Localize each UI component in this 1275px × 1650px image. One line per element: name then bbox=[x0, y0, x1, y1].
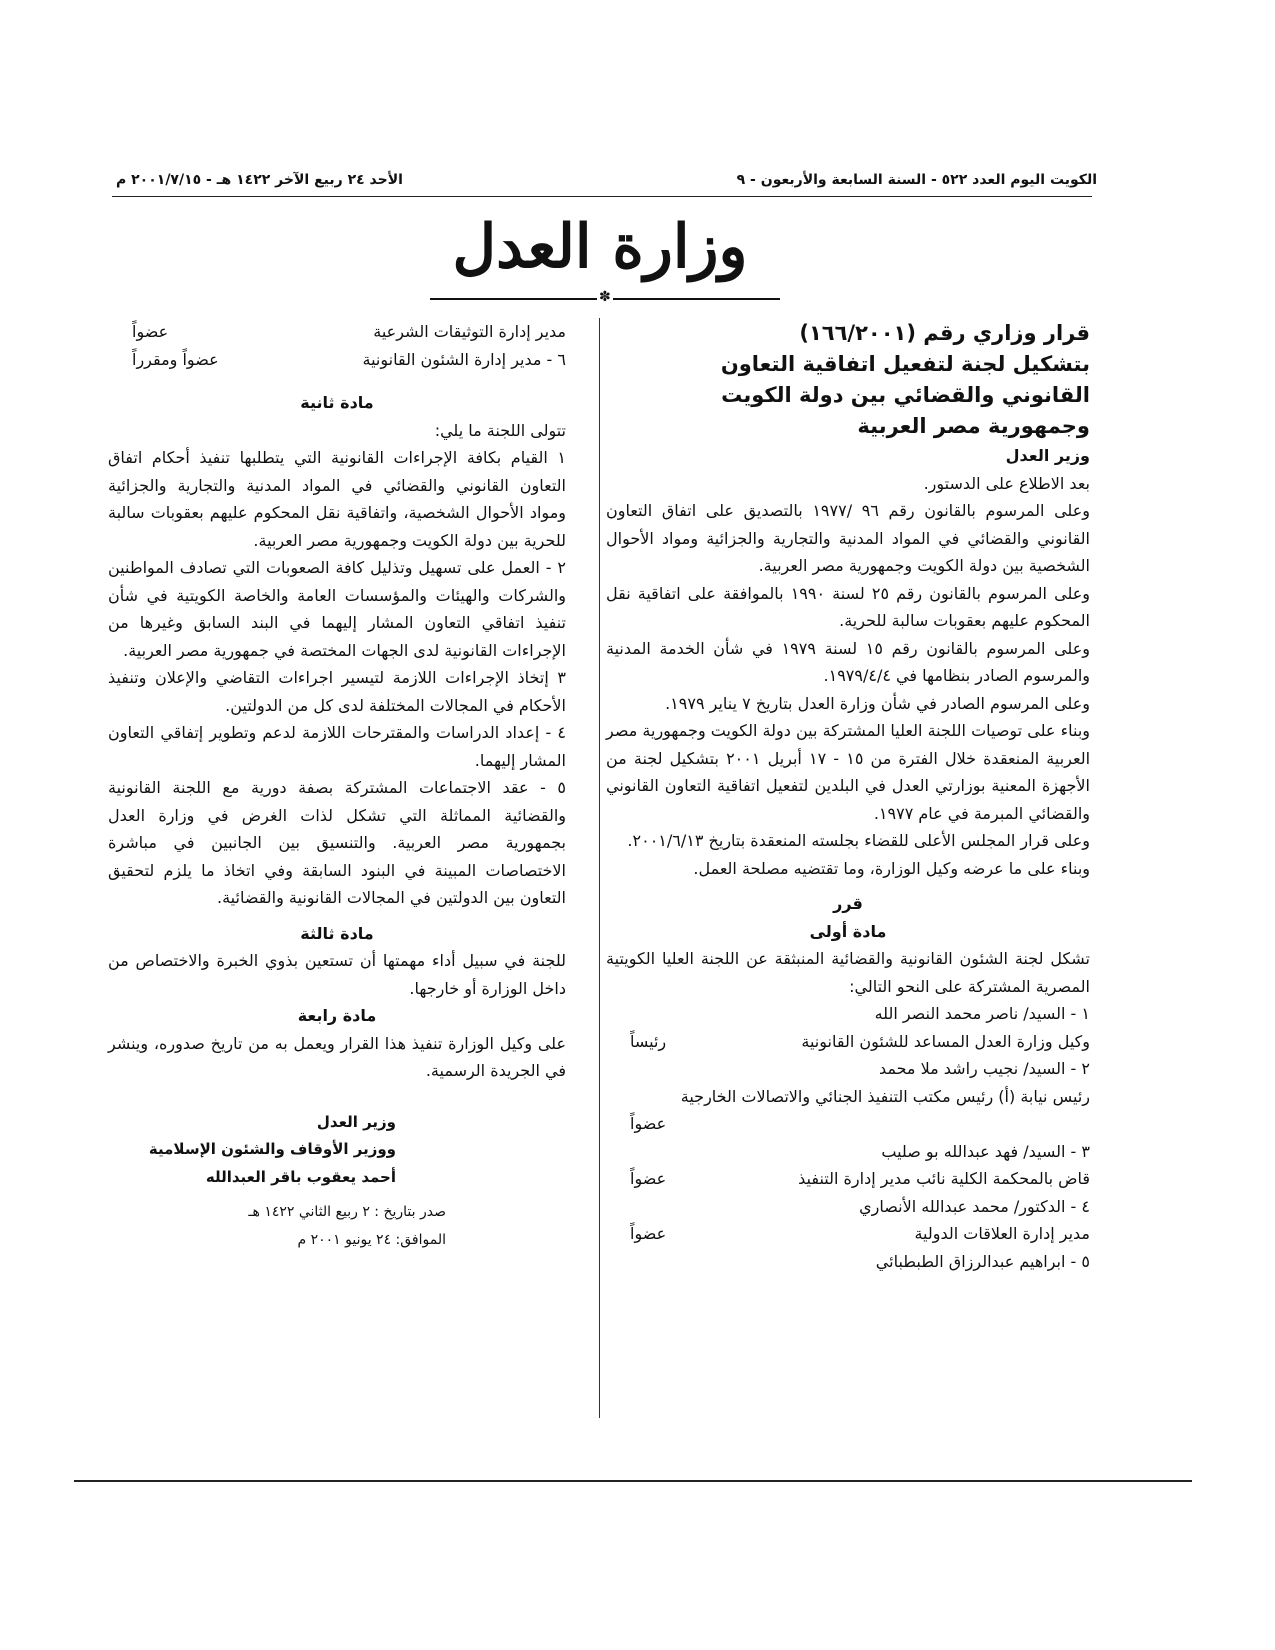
article2-intro: تتولى اللجنة ما يلي: bbox=[434, 420, 566, 440]
preamble-paragraph: وبناء على توصيات اللجنة العليا المشتركة بين دولة الكويت وجمهورية مصر العربية المنعقدة خلال الفترة من ١٥ - ١٧ أبريل ٢٠٠١ بتشكيل لجنة من الأجهزة المعنية بوزارتي العدل في البلدين لتفعيل اتفاقية التعاون القانوني والقضائي المبرمة في عام ١٩٧٧. bbox=[606, 721, 1091, 823]
article2-item: ١ القيام بكافة الإجراءات القانونية التي يتطلبها تنفيذ أحكام اتفاق التعاون القانوني والقضائي في المواد المدنية والتجارية والجزائية ومواد الأحوال الشخصية، واتفاقية نقل المحكوم عليهم بعقوبات سالبة للحرية بين دولة الكويت وجمهورية مصر العربية. bbox=[108, 448, 566, 550]
member-position-row bbox=[108, 346, 566, 374]
signature-name: أحمد يعقوب باقر العبدالله bbox=[205, 1167, 396, 1186]
member-name: ٢ - السيد/ نجيب راشد ملا محمد bbox=[878, 1059, 1090, 1078]
member-position: رئيس نيابة (أ) رئيس مكتب التنفيذ الجنائي والاتصالات الخارجية bbox=[680, 1086, 1090, 1106]
issue-date-gregorian: الموافق: ٢٤ يونيو ٢٠٠١ م bbox=[297, 1231, 446, 1248]
left-column bbox=[108, 318, 566, 1254]
decided-heading: قرر bbox=[833, 894, 863, 913]
preamble-paragraph: وعلى المرسوم بالقانون رقم ١٥ لسنة ١٩٧٩ في شأن الخدمة المدنية والمرسوم الصادر بنظامها في ١٩٧٩/٤/٤. bbox=[606, 638, 1090, 685]
decree-title-line: وجمهورية مصر العربية bbox=[857, 414, 1090, 438]
decree-title-line: بتشكيل لجنة لتفعيل اتفاقية التعاون bbox=[720, 352, 1090, 376]
member-name: ٣ - السيد/ فهد عبدالله بو صليب bbox=[881, 1141, 1090, 1161]
ornament-icon: ✽ bbox=[599, 289, 611, 305]
article2-item: ٢ - العمل على تسهيل وتذليل كافة الصعوبات التي تصادف المواطنين والشركات والهيئات والمؤسسات العامة والخاصة الكويتية في شأن تنفيذ اتفاقي التعاون المشار إليهما في البند السابق وغيرها من الإجراءات القانونية لدى الجهات المختصة في جمهورية مصر العربية. bbox=[108, 558, 566, 660]
member-position: وكيل وزارة العدل المساعد للشئون القانونية bbox=[801, 1031, 1090, 1051]
preamble-paragraph: وعلى المرسوم الصادر في شأن وزارة العدل بتاريخ ٧ يناير ١٩٧٩. bbox=[665, 693, 1090, 713]
member-name: ٦ - مدير إدارة الشئون القانونية bbox=[362, 349, 566, 369]
footer-rule bbox=[74, 1480, 1192, 1482]
member-name: ١ - السيد/ ناصر محمد النصر الله bbox=[874, 1004, 1090, 1023]
member-role: عضواً bbox=[630, 1169, 667, 1188]
member-position-row bbox=[606, 1220, 1090, 1248]
member-position: مدير إدارة العلاقات الدولية bbox=[914, 1224, 1090, 1243]
article1-text: تشكل لجنة الشئون القانونية والقضائية المنبثقة عن اللجنة العليا الكويتية المصرية المشتركة على النحو التالي: bbox=[606, 949, 1090, 996]
member-position-row bbox=[108, 318, 566, 346]
article1-title: مادة أولى bbox=[809, 921, 887, 941]
member-position: مدير إدارة التوثيقات الشرعية bbox=[373, 322, 566, 341]
member-role: رئيساً bbox=[630, 1031, 667, 1051]
article2-title: مادة ثانية bbox=[300, 393, 374, 412]
member-role: عضواً bbox=[630, 1114, 667, 1133]
member-position-row bbox=[606, 1028, 1090, 1056]
article2-item: ٥ - عقد الاجتماعات المشتركة بصفة دورية مع اللجنة القانونية والقضائية المماثلة التي تشكل لذات الغرض في وزارة العدل بجمهورية مصر العربية. والتنسيق بين الجانبين في مباشرة الاختصاصات المبينة في البنود السابقة وفي اتخاذ ما يلزم لتحقيق التعاون بين الدولتين في المجالات القانونية والقضائية. bbox=[108, 778, 566, 907]
minister-heading: وزير العدل bbox=[1005, 446, 1090, 465]
member-position-row bbox=[606, 1165, 1090, 1193]
article2-item: ٤ - إعداد الدراسات والمقترحات اللازمة لدعم وتطوير إتفاقي التعاون المشار إليهما. bbox=[108, 723, 566, 770]
issue-date-hijri: صدر بتاريخ : ٢ ربيع الثاني ١٤٢٢ هـ bbox=[248, 1204, 446, 1220]
member-role-row bbox=[606, 1110, 1090, 1138]
preamble-paragraph: وعلى المرسوم بالقانون رقم ٢٥ لسنة ١٩٩٠ بالموافقة على اتفاقية نقل المحكوم عليهم بعقوبات سالبة للحرية. bbox=[606, 583, 1091, 630]
ministry-masthead: وزارة العدل bbox=[452, 212, 748, 282]
preamble-paragraph: وبناء على ما عرضه وكيل الوزارة، وما تقتضيه مصلحة العمل. bbox=[693, 858, 1090, 878]
member-role: عضواً bbox=[132, 322, 169, 341]
member-role: عضواً ومقرراً bbox=[132, 349, 219, 369]
member-position: قاض بالمحكمة الكلية نائب مدير إدارة التنفيذ bbox=[798, 1169, 1090, 1188]
issue-date: الأحد ٢٤ ربيع الآخر ١٤٢٢ هـ - ٢٠٠١/٧/١٥ م bbox=[116, 172, 403, 188]
preamble-paragraph: وعلى قرار المجلس الأعلى للقضاء بجلسته المنعقدة بتاريخ ٢٠٠١/٦/١٣. bbox=[627, 831, 1090, 850]
column-divider bbox=[599, 318, 600, 1418]
member-name: ٥ - ابراهيم عبدالرزاق الطبطبائي bbox=[875, 1251, 1090, 1271]
preamble-paragraph: وعلى المرسوم بالقانون رقم ٩٦ /١٩٧٧ بالتصديق على اتفاق التعاون القانوني والقضائي في المواد المدنية والتجارية والجزائية ومواد الأحوال الشخصية بين دولة الكويت وجمهورية مصر العربية. bbox=[606, 501, 1091, 575]
decree-title-line: القانوني والقضائي بين دولة الكويت bbox=[721, 383, 1090, 407]
article2-item: ٣ إتخاذ الإجراءات اللازمة لتيسير اجراءات التقاضي والإعلان وتنفيذ الأحكام في المجالات المختلفة لدى كل من الدولتين. bbox=[108, 668, 566, 715]
article4-title: مادة رابعة bbox=[297, 1006, 377, 1025]
issue-info: الكويت اليوم العدد ٥٢٢ - السنة السابعة والأربعون - ٩ bbox=[736, 172, 1097, 188]
signature-title: ووزير الأوقاف والشئون الإسلامية bbox=[148, 1140, 396, 1158]
header-rule bbox=[112, 196, 1092, 197]
article3-text: للجنة في سبيل أداء مهمتها أن تستعين بذوي الخبرة والاختصاص من داخل الوزارة أو خارجها. bbox=[108, 951, 566, 998]
decree-title-line: قرار وزاري رقم (١٦٦/٢٠٠١) bbox=[799, 321, 1090, 345]
article3-title: مادة ثالثة bbox=[300, 923, 374, 943]
right-column bbox=[606, 318, 1090, 1275]
member-role: عضواً bbox=[630, 1224, 667, 1243]
preamble-paragraph: بعد الاطلاع على الدستور. bbox=[923, 473, 1090, 493]
article4-text: على وكيل الوزارة تنفيذ هذا القرار ويعمل به من تاريخ صدوره، وينشر في الجريدة الرسمية. bbox=[108, 1033, 566, 1080]
member-name: ٤ - الدكتور/ محمد عبدالله الأنصاري bbox=[859, 1196, 1090, 1216]
signature-title: وزير العدل bbox=[316, 1112, 396, 1131]
